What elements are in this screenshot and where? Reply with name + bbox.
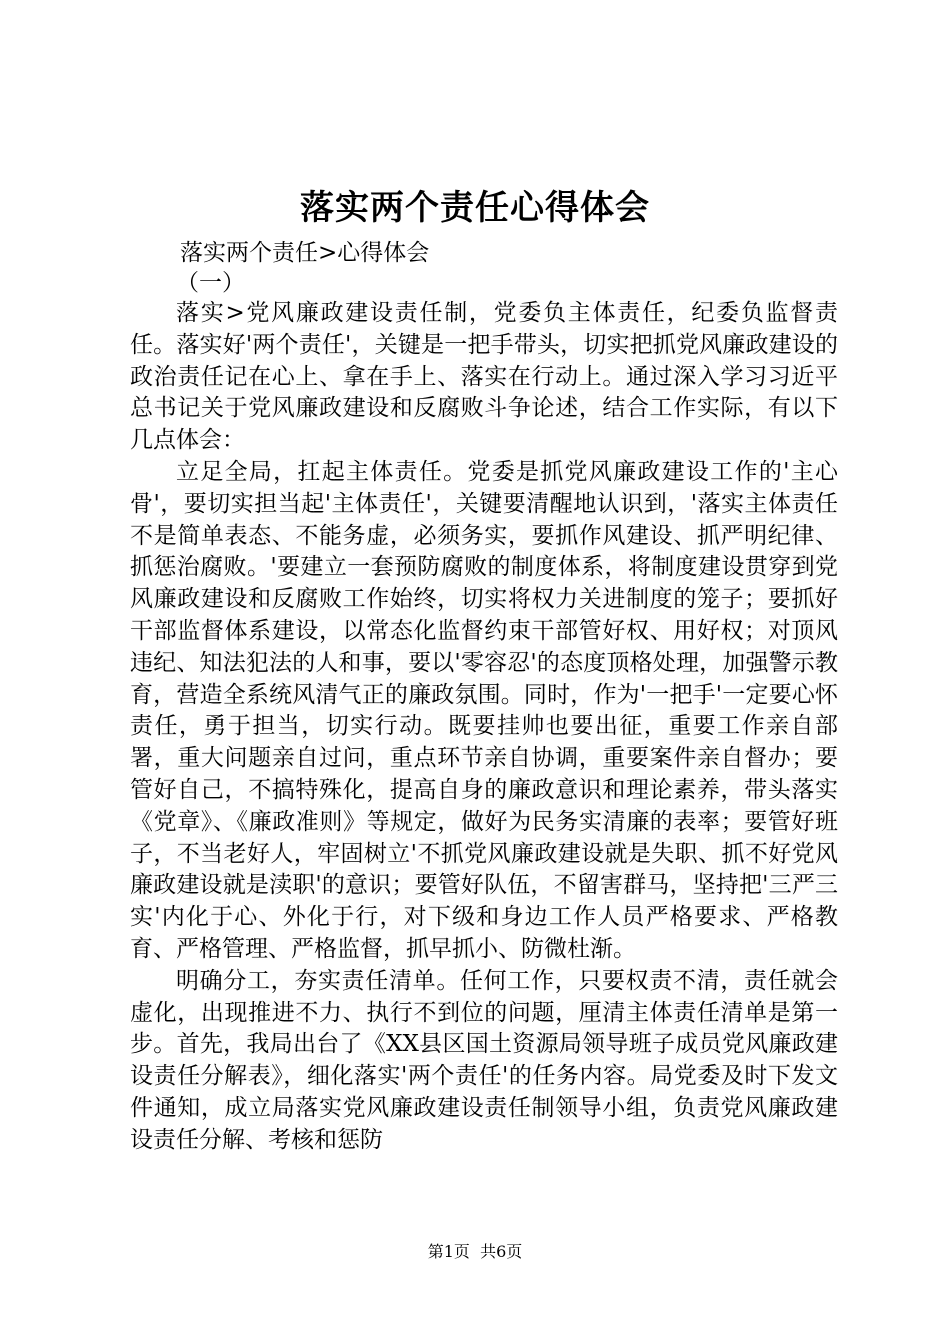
document-subtitle: 落实两个责任>心得体会 xyxy=(180,240,430,266)
section-number: （一） xyxy=(176,270,245,296)
paragraph-intro: 落实>党风廉政建设责任制，党委负主体责任，纪委负监督责任。落实好'两个责任'，关键是一把手带头，切实把抓党风廉政建设的政治责任记在心上、拿在手上、落实在行动上。通过深入学习习近平总书记关于党风廉政建设和反腐败斗争论述，结合工作实际，有以下几点体会： xyxy=(130,300,838,454)
paragraph-main-responsibility: 立足全局，扛起主体责任。党委是抓党风廉政建设工作的'主心骨'，要切实担当起'主体责任'，关键要清醒地认识到，'落实主体责任不是简单表态、不能务虚，必须务实，要抓作风建设、抓严明纪律、抓惩治腐败。'要建立一套预防腐败的制度体系，将制度建设贯穿到党风廉政建设和反腐败工作始终，切实将权力关进制度的笼子；要抓好干部监督体系建设，以常态化监督约束干部管好权、用好权；对顶风违纪、知法犯法的人和事，要以'零容忍'的态度顶格处理，加强警示教育，营造全系统风清气正的廉政氛围。同时，作为'一把手'一定要心怀责任，勇于担当，切实行动。既要挂帅也要出征，重要工作亲自部署，重大问题亲自过问，重点环节亲自协调，重要案件亲自督办；要管好自己，不搞特殊化，提高自身的廉政意识和理论素养，带头落实《党章》、《廉政准则》等规定，做好为民务实清廉的表率；要管好班子，不当老好人，牢固树立'不抓党风廉政建设就是失职、抓不好党风廉政建设就是渎职'的意识；要管好队伍，不留害群马，坚持把'三严三实'内化于心、外化于行，对下级和身边工作人员严格要求、严格教育、严格管理、严格监督，抓早抓小、防微杜渐。 xyxy=(130,458,838,962)
document-title: 落实两个责任心得体会 xyxy=(300,188,650,228)
page-footer: 第1页 共6页 xyxy=(427,1242,523,1261)
paragraph-responsibility-list: 明确分工，夯实责任清单。任何工作，只要权责不清，责任就会虚化，出现推进不力、执行不到位的问题，厘清主体责任清单是第一步。首先，我局出台了《XX县区国土资源局领导班子成员党风廉政建设责任分解表》，细化落实'两个责任'的任务内容。局党委及时下发文件通知，成立局落实党风廉政建设责任制领导小组，负责党风廉政建设责任分解、考核和惩防 xyxy=(130,967,838,1153)
document-body xyxy=(130,298,838,1157)
